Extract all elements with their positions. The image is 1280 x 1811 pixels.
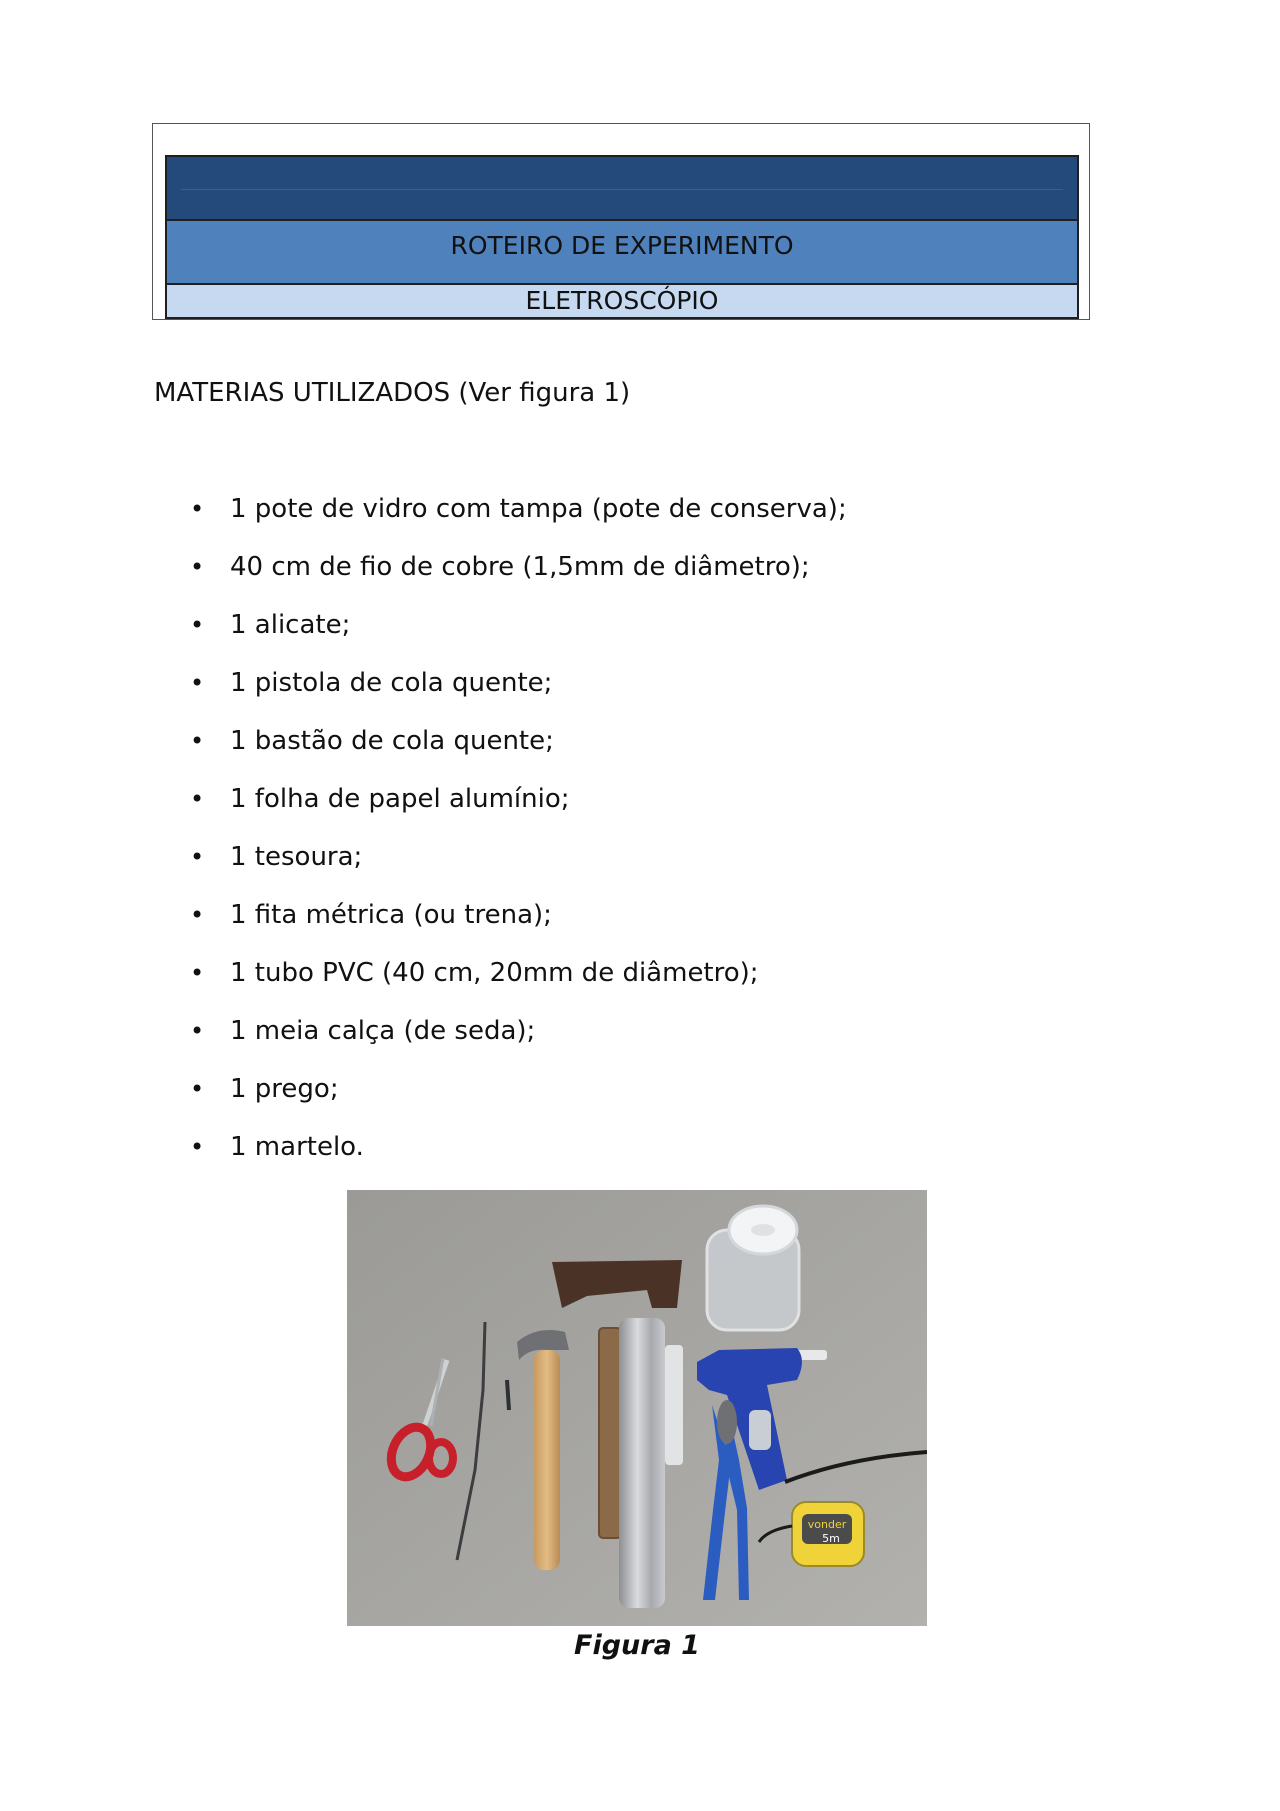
list-item: • 1 fita métrica (ou trena);	[190, 900, 552, 930]
bullet-icon: •	[190, 1075, 205, 1103]
bullet-icon: •	[190, 553, 205, 581]
list-item: • 1 tubo PVC (40 cm, 20mm de diâmetro);	[190, 958, 759, 988]
list-item: • 40 cm de fio de cobre (1,5mm de diâmetro);	[190, 552, 810, 582]
pvc-tube	[599, 1328, 621, 1538]
bullet-icon: •	[190, 843, 205, 871]
section-title: MATERIAS UTILIZADOS (Ver figura 1)	[154, 378, 631, 408]
list-item: • 1 alicate;	[190, 610, 351, 640]
list-item: • 1 folha de papel alumínio;	[190, 784, 570, 814]
bullet-icon: •	[190, 669, 205, 697]
list-item: • 1 pistola de cola quente;	[190, 668, 553, 698]
materials-list	[190, 492, 847, 1188]
header-table	[165, 155, 1079, 319]
list-item: • 1 meia calça (de seda);	[190, 1016, 536, 1046]
bullet-icon: •	[190, 785, 205, 813]
header-band-title	[167, 221, 1077, 285]
list-item: • 1 pote de vidro com tampa (pote de conserva);	[190, 494, 847, 524]
bullet-icon: •	[190, 959, 205, 987]
document-subtitle: ELETROSCÓPIO	[525, 286, 719, 315]
tape-size-label: 5m	[822, 1532, 840, 1545]
list-item: • 1 martelo.	[190, 1132, 364, 1162]
header-band-dark	[167, 157, 1077, 221]
materials-photo	[347, 1190, 927, 1626]
list-item: • 1 tesoura;	[190, 842, 363, 872]
aluminum-foil	[619, 1318, 665, 1608]
tape-brand-label: vonder	[807, 1518, 847, 1531]
nail	[507, 1380, 509, 1410]
bullet-icon: •	[190, 495, 205, 523]
bullet-icon: •	[190, 727, 205, 755]
bullet-icon: •	[190, 1017, 205, 1045]
header-band-subtitle	[167, 285, 1077, 317]
bullet-icon: •	[190, 901, 205, 929]
document-title: ROTEIRO DE EXPERIMENTO	[450, 231, 794, 260]
list-item: • 1 bastão de cola quente;	[190, 726, 554, 756]
bullet-icon: •	[190, 1133, 205, 1161]
list-item: • 1 prego;	[190, 1074, 339, 1104]
figure-caption: Figura 1	[574, 1630, 700, 1661]
bullet-icon: •	[190, 611, 205, 639]
